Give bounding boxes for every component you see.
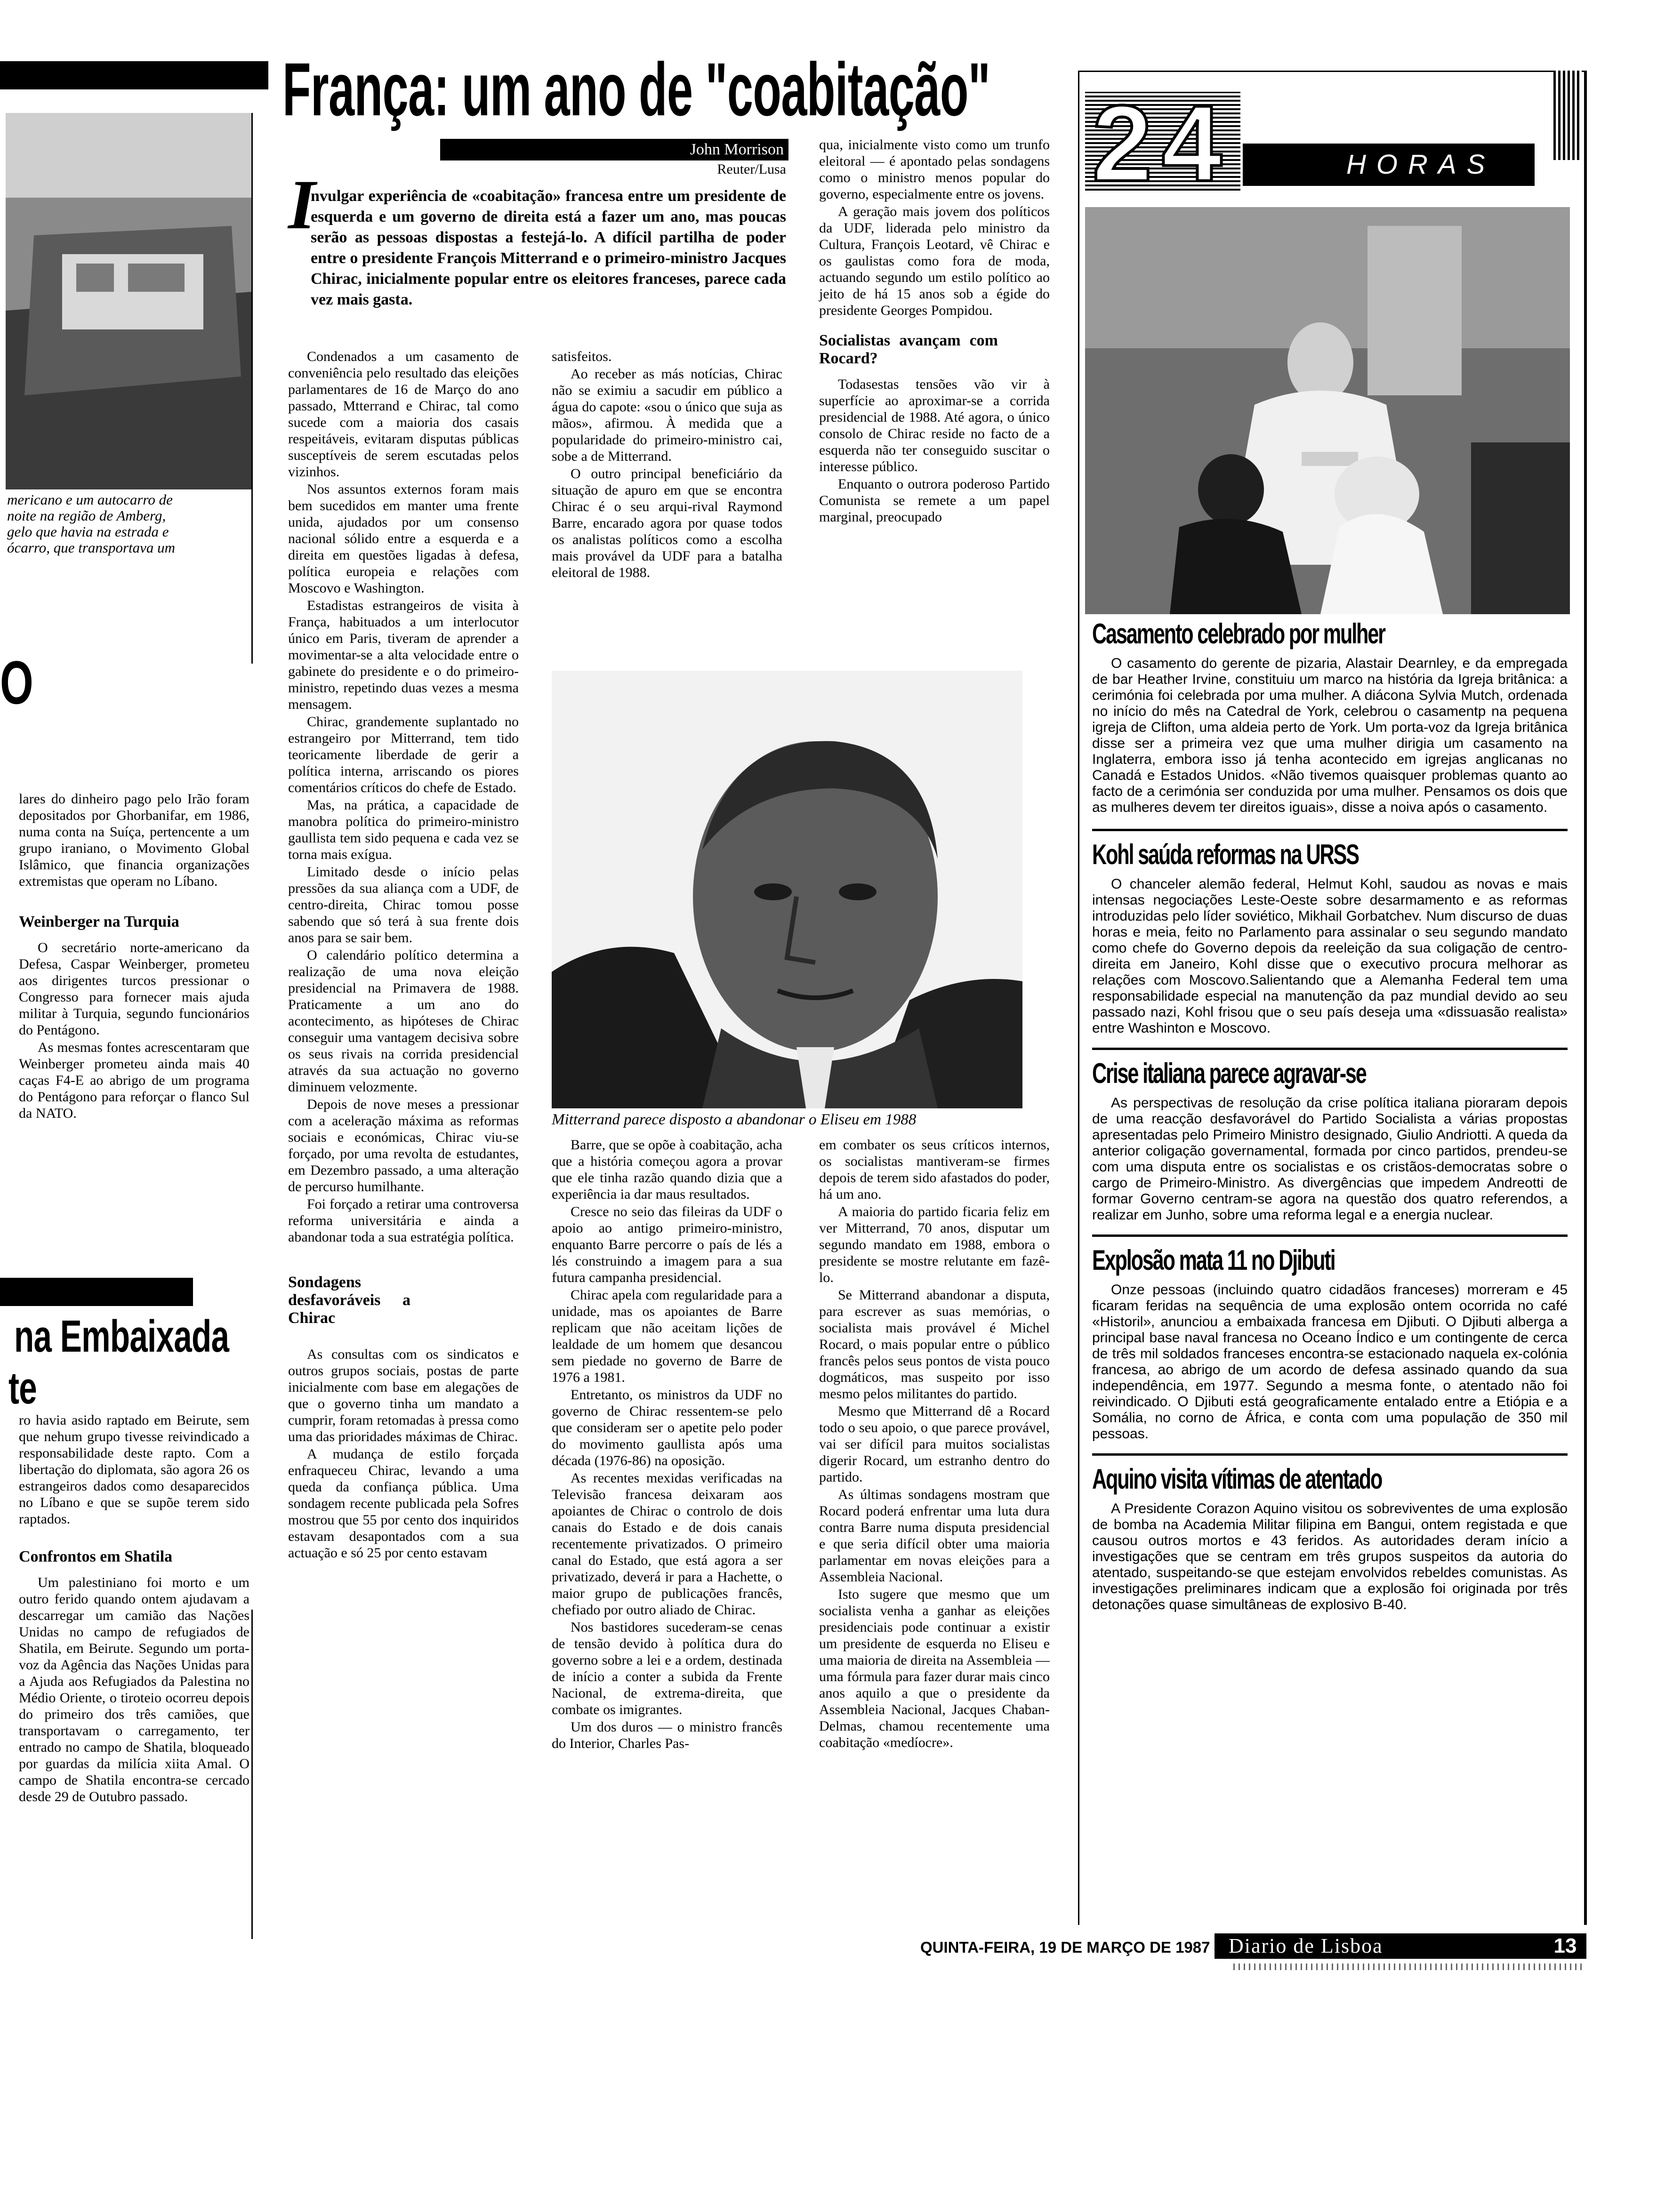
article-dropcap: I	[288, 166, 316, 244]
brief-title: Crise italiana parece agravar-se	[1092, 1058, 1366, 1089]
article-column-3-top	[819, 136, 1050, 526]
sidebar-right-rule	[1584, 71, 1587, 1925]
article-paragraph: O calendário político determina a realização de uma nova eleição presidencial na Primavera de 1988. Praticamente a um ano do acontecimento, as hipóteses de Chirac conseguir uma vantagem decisiva sobre os seus rivais na corrida presidencial através da sua actuação no governo diminuem velozmente.	[288, 947, 519, 1095]
footer-paper-name: Diario de Lisboa	[1229, 1934, 1383, 1957]
article-column-1	[288, 348, 519, 1562]
footer-date: QUINTA-FEIRA, 19 DE MARÇO DE 1987	[920, 1939, 1210, 1956]
brief-djibuti	[1092, 1234, 1568, 1442]
subhead-socialistas: Socialistas avançam com Rocard?	[819, 332, 998, 367]
brief-title: Aquino visita vítimas de atentado	[1092, 1463, 1382, 1495]
article-paragraph: A geração mais jovem dos políticos da UDF, liderada pelo ministro da Cultura, François Leotard, vê Chirac e os gaulistas como fora de moda, actuando segundo um estilo político ao jeito de há 15 anos sob a égide do presidente Georges Pompidou.	[819, 204, 1050, 318]
subhead-sondagens: Sondagens desfavoráveis a Chirac	[288, 1274, 410, 1327]
article-paragraph: As últimas sondagens mostram que Rocard poderá enfrentar uma luta dura contra Barre numa disputa presidencial e que seria difícil obter uma maioria parlamentar em novas eleições para a Assembleia Nacional.	[819, 1487, 1050, 1585]
wedding-photo	[1085, 207, 1570, 614]
badge-24: 24	[1092, 83, 1231, 204]
article-column-2-top	[552, 348, 782, 582]
article-author: John Morrison	[690, 141, 784, 158]
article-paragraph: Entretanto, os ministros da UDF no governo de Chirac ressentem-se pelo que consideram ser o apetite pelo poder do movimento gaullista após uma década (1976-86) na oposição.	[552, 1387, 782, 1468]
article-paragraph: Limitado desde o início pelas pressões da sua aliança com a UDF, de centro-direita, Chirac tomou posse sabendo que só terá à sua frente dois anos para se sair bem.	[288, 864, 519, 946]
brief-text: A Presidente Corazon Aquino visitou os sobreviventes de uma explosão de bomba na Academia Militar filipina em Bangui, ontem registada e que causou outros mortos e 43 feridos. As autoridades deram início a investigações que se centram em três grupos suspeitos da autoria do atentado, suspeitando-se que estejam envolvidos rebeldes comunistas. As investigações preliminares indicam que a explosão foi originada por três detonações quase simultâneas de explosivo B-40.	[1092, 1501, 1568, 1612]
caption-line: ócarro, que transportava um	[7, 539, 176, 556]
article-paragraph: Foi forçado a retirar uma controversa reforma universitária e ainda a abandonar toda a sua estratégia política.	[288, 1196, 519, 1245]
left-paragraph: Um palestiniano foi morto e um outro ferido quando ontem ajudavam a descarregar um camião das Nações Unidas no campo de refugiados de Shatila, em Beirute. Segundo um porta-voz da Agência das Nações Unidas para a Ajuda aos Refugiados da Palestina no Médio Oriente, o tiroteio ocorreu depois do primeiro dos três camiões, que transportavam o carregamento, ter entrado no campo de Shatila, bloqueado por guardas da milícia xiita Amal. O campo de Shatila encontra-se cercado desde 29 de Outubro passado.	[19, 1575, 249, 1804]
caption-line: gelo que havia na estrada e	[7, 523, 169, 540]
left-text-1	[19, 791, 249, 1122]
sidebar-left-rule	[1078, 71, 1079, 1925]
left-paragraph: ro havia asido raptado em Beirute, sem que nehum grupo tivesse reivindicado a responsabilidade deste rapto. Com a libertação do diplomata, são agora 26 os estrangeiros dados como desaparecidos no Líbano e que se supõe terem sido raptados.	[19, 1412, 249, 1527]
article-paragraph: Mas, na prática, a capacidade de manobra política do primeiro-ministro gaullista tem sido pequena e cada vez se torna mais exígua.	[288, 797, 519, 862]
article-paragraph: Depois de nove meses a pressionar com a aceleração máxima as reformas sociais e económicas, Chirac viu-se forçado, por uma revolta de estudantes, em Dezembro passado, a uma alteração de percurso humilhante.	[288, 1097, 519, 1194]
article-paragraph: Isto sugere que mesmo que um socialista venha a ganhar as eleições presidenciais pode continuar a existir um presidente de esquerda no Eliseu e uma maioria de direita na Assembleia — uma fórmula para fazer durar mais cinco anos aquilo a que o presidente da Assembleia Nacional, Jacques Chaban-Delmas, chamou recentemente uma coabitação «medíocre».	[819, 1587, 1050, 1750]
brief-aquino	[1092, 1453, 1568, 1613]
article-headline: França: um ano de "coabitação"	[282, 47, 990, 131]
article-paragraph: Chirac, grandemente suplantado no estrangeiro por Mitterrand, tem tido teoricamente liberdade de gerir a política interna, arriscando os piores comentários críticos do chefe de Estado.	[288, 714, 519, 795]
left-big-letter: O	[0, 648, 33, 717]
article-paragraph: em combater os seus críticos internos, os socialistas mantiveram-se firmes depois de terem sido afastados do poder, há um ano.	[819, 1137, 1050, 1202]
article-agency: Reuter/Lusa	[717, 161, 786, 177]
article-paragraph: Nos assuntos externos foram mais bem sucedidos em manter uma frente unida, ajudados por um consenso nacional sólido entre a esquerda e a direita em questões ligadas à defesa, política europeia e relações com Moscovo e Washington.	[288, 481, 519, 596]
article-paragraph: Mesmo que Mitterrand dê a Rocard todo o seu apoio, o que parece provável, vai ser difícil para muitos socialistas digerir Rocard, um estranho dentro do partido.	[819, 1403, 1050, 1485]
left-headline-embaixada: na Embaixada	[14, 1311, 229, 1362]
sidebar-briefs	[1092, 619, 1568, 1613]
article-paragraph: Enquanto o outrora poderoso Partido Comunista se remete a um papel marginal, preocupado	[819, 476, 1050, 525]
article-lead: nvulgar experiência de «coabitação» francesa entre um presidente de esquerda e um governo de direita está a fazer um ano, mas poucas serão as pessoas dispostas a festejá-lo. A difícil partilha de poder entre o presidente François Mitterrand e o primeiro-ministro Jacques Chirac, inicialmente popular entre os eleitores franceses, parece cada vez mais gasta.	[311, 187, 786, 308]
left-column-rule	[251, 1610, 253, 1939]
brief-text: As perspectivas de resolução da crise política italiana pioraram depois de uma reacção desfavorável do Partido Socialista a várias propostas apresentadas pelo Primeiro Ministro designado, Giulio Andriotti. A queda da anterior coligação governamental, formada por cinco partidos, prendeu-se com uma disputa entre os socialistas e os cristãos-democratas sobre o cargo de Primeiro-Ministro. As divergências que impedem Andreotti de formar Governo centram-se agora na questão dos quatro referendos, a realizar em Junho, sobre uma reforma legal e a energia nuclear.	[1092, 1095, 1568, 1223]
headline-left-bar	[249, 61, 268, 89]
brief-title: Casamento celebrado por mulher	[1092, 618, 1385, 649]
article-paragraph: Se Mitterrand abandonar a disputa, para escrever as suas memórias, o socialista mais provável é Michel Rocard, o mais popular entre o público francês pelos seus pontos de vista pouco dogmáticos, mas suspeito por isso mesmo pelos militantes do partido.	[819, 1287, 1050, 1402]
left-text-2	[19, 1412, 249, 1806]
footer-page-number: 13	[1553, 1934, 1577, 1957]
brief-casamento	[1092, 619, 1568, 816]
left-paragraph: lares do dinheiro pago pelo Irão foram depositados por Ghorbanifar, em 1986, numa conta na Suíça, pertencente a um grupo iraniano, o Movimento Global Islâmico, que financia organizações extremistas que operam no Líbano.	[19, 791, 249, 889]
article-paragraph: A mudança de estilo forçada enfraqueceu Chirac, levando a uma queda da confiança pública. Uma sondagem recente publicada pela Sofres mostrou que 55 por cento dos inquiridos estavam desapontados com a sua actuação e só 25 por cento estavam	[288, 1446, 519, 1561]
left-mid-bar	[0, 1278, 193, 1306]
article-paragraph: Cresce no seio das fileiras da UDF o apoio ao antigo primeiro-ministro, enquanto Barre percorre o país de lés a lés construindo a imagem para a sua futura campanha presidencial.	[552, 1204, 782, 1285]
article-paragraph: Ao receber as más notícias, Chirac não se eximiu a sacudir em público a água do capote: «sou o único que suja as mãos», afirmou. À medida que a popularidade do primeiro-ministro cai, sobe a de Mitterrand.	[552, 366, 782, 464]
left-photo-caption	[7, 492, 249, 556]
article-paragraph: A maioria do partido ficaria feliz em ver Mitterrand, 70 anos, disputar um segundo mandato em 1988, embora o presidente se mostre relutante em fazê-lo.	[819, 1204, 1050, 1285]
left-top-bar	[0, 61, 249, 89]
article-column-2-bottom	[552, 1137, 782, 1753]
left-subhead-weinberger: Weinberger na Turquia	[19, 913, 179, 930]
brief-italia	[1092, 1048, 1568, 1223]
left-subhead-shatila: Confrontos em Shatila	[19, 1548, 173, 1565]
brief-text: Onze pessoas (incluindo quatro cidadãos franceses) morreram e 45 ficaram feridas na sequência de uma explosão ontem ocorrida no café «Historil», anunciou a embaixada francesa em Djibuti. O Djibuti alberga a principal base naval francesa no Oceano Índico e um contingente de cerca de três mil soldados franceses encontra-se estacionado naquela ex-colónia francesa, ao abrigo de um acordo de defesa assinado quando da sua independência, em 1977. Segundo a mesma fonte, o atentado não foi reivindicado. O Djibuti está geograficamente entalado entre a Etiópia e a Somália, no corno de África, e conta com uma população de 350 mil pessoas.	[1092, 1282, 1568, 1442]
article-paragraph: Barre, que se opõe à coabitação, acha que a história começou agora a provar que ele tinha razão quando dizia que a experiência ia dar maus resultados.	[552, 1137, 782, 1202]
mitterrand-photo-caption: Mitterrand parece disposto a abandonar o Eliseu em 1988	[552, 1111, 917, 1128]
article-paragraph: Estadistas estrangeiros de visita à França, habituados a um interlocutor único em Paris, tiveram de aprender a movimentar-se a alta velocidade entre o gabinete do presidente e o do primeiro-ministro, repetindo duas vezes a mesma mensagem.	[288, 598, 519, 712]
brief-title: Kohl saúda reformas na URSS	[1092, 839, 1359, 870]
caption-line: noite na região de Amberg,	[7, 507, 166, 524]
article-paragraph: As recentes mexidas verificadas na Televisão francesa deixaram aos apoiantes de Chirac o controlo de dois canais do Estado e de dois canais recentemente privatizados. O primeiro canal do Estado, que está agora a ser privatizado, deverá ir para a Hachette, o maior grupo de publicações francês, chefiado por outro aliado de Chirac.	[552, 1470, 782, 1618]
article-paragraph: Condenados a um casamento de conveniência pelo resultado das eleições parlamentares de 16 de Março do ano passado, Mtterrand e Chirac, tal como sucede com a maioria dos casais respeitáveis, evitaram disputas públicas susceptíveis de serem escutadas pelos vizinhos.	[288, 349, 519, 480]
article-paragraph: O outro principal beneficiário da situação de apuro em que se encontra Chirac é o seu arqui-rival Raymond Barre, encarado agora por quase todos os analistas políticos como a escolha mais provável da UDF para a batalha eleitoral de 1988.	[552, 466, 782, 580]
badge-horas: HORAS	[1346, 149, 1496, 180]
caption-line: mericano e um autocarro de	[7, 491, 173, 508]
brief-title: Explosão mata 11 no Djibuti	[1092, 1244, 1335, 1276]
article-paragraph: Um dos duros — o ministro francês do Interior, Charles Pas-	[552, 1719, 782, 1751]
sidebar-corner-bars	[1553, 71, 1582, 160]
sidebar-top-rule	[1078, 71, 1587, 72]
left-paragraph: O secretário norte-americano da Defesa, Caspar Weinberger, prometeu aos dirigentes turcos pressionar o Congresso para fornecer mais ajuda militar à Turquia, segundo funcionários do Pentágono.	[19, 940, 249, 1038]
brief-kohl	[1092, 829, 1568, 1036]
article-paragraph: Nos bastidores sucederam-se cenas de tensão devido à política dura do governo sobre a lei e a ordem, destinada de início a conter a subida da Frente Nacional, de extrema-direita, que combate os imigrantes.	[552, 1619, 782, 1717]
left-photo-border	[251, 113, 253, 664]
mitterrand-photo	[552, 671, 1022, 1108]
brief-text: O casamento do gerente de pizaria, Alastair Dearnley, e da empregada de bar Heather Irvine, constituiu um marco na história da Igreja britânica: a cerimónia foi celebrada por uma mulher. A diácona Sylvia Mutch, ordenada no início do mês na Catedral de York, celebrou o casamentp na pequena igreja de Clifton, uma aldeia perto de York. Um porta-voz da Igreja britânica disse ser a primeira vez que uma mulher dirigia um casamento na Inglaterra, embora isso já tenha acontecido em igrejas anglicanas no Canadá e Estados Unidos. «Não tivemos quaisquer problemas quanto ao facto de a cerimónia ser conduzida por uma mulher. Pensamos os dois que as mulheres devem ter direitos iguais», disse a noiva após o casamento.	[1092, 656, 1568, 815]
article-column-3-bottom	[819, 1137, 1050, 1752]
footer-noise	[1233, 1964, 1582, 1970]
left-photo	[6, 113, 251, 489]
left-paragraph: As mesmas fontes acrescentaram que Weinberger prometeu ainda mais 40 caças F4-E ao abrigo de um programa do Pentágono para reforçar o flanco Sul da NATO.	[19, 1040, 249, 1121]
article-paragraph: Todasestas tensões vão vir à superfície ao aproximar-se a corrida presidencial de 1988. Até agora, o único consolo de Chirac reside no facto de a esquerda não ter conseguido suscitar o interesse público.	[819, 377, 1050, 474]
article-paragraph: satisfeitos.	[552, 349, 612, 364]
article-paragraph: As consultas com os sindicatos e outros grupos sociais, postas de parte inicialmente com base em alegações de que o governo tinha um mandato a cumprir, foram retomadas à pressa como uma das prioridades máximas de Chirac.	[288, 1346, 519, 1444]
article-paragraph: qua, inicialmente visto como um trunfo eleitoral — é apontado pelas sondagens como o ministro menos popular do governo, especialmente entre os jovens.	[819, 137, 1050, 202]
article-paragraph: Chirac apela com regularidade para a unidade, mas os apoiantes de Barre replicam que não aceitam lições de lealdade de um homem que desancou sem piedade no governo de Barre de 1976 a 1981.	[552, 1287, 782, 1385]
brief-text: O chanceler alemão federal, Helmut Kohl, saudou as novas e mais intensas negociações Leste-Oeste sobre desarmamento e as reformas introduzidas pelo líder soviético, Mikhail Gorbatchev. Num discurso de duas horas e meia, feito no Parlamento para assinalar o seu segundo mandato como chefe do Governo depois da reeleição da sua coligação de centro-direita em Janeiro, Kohl disse que o executivo procura melhorar as relações com Moscovo.Salientando que a Alemanha Federal tem uma responsabilidade especial na manutenção da paz mundial devido ao seu passado nazi, Kohl frisou que o seu país deseja uma «dissuasão realista» entre Washinton e Moscovo.	[1092, 876, 1568, 1036]
left-headline-te: te	[8, 1363, 37, 1413]
